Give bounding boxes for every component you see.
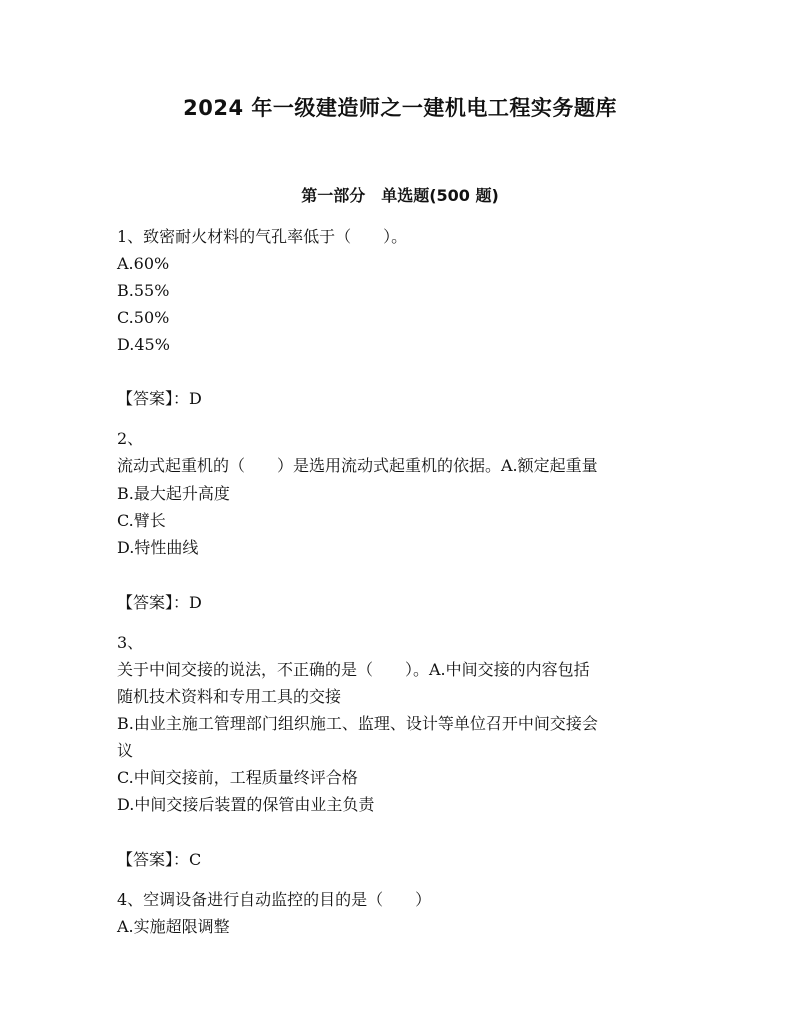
question-2-number: 2、 [117, 429, 144, 448]
question-4-option-a: A.实施超限调整 [117, 917, 230, 936]
question-3-option-c: C.中间交接前，工程质量终评合格 [117, 768, 358, 787]
question-1-answer: 【答案】：D [117, 389, 202, 408]
section-heading: 第一部分 单选题(500 题) [301, 186, 499, 205]
question-2-option-c: C.臂长 [117, 511, 166, 530]
question-1-option-a: A.60% [117, 254, 170, 273]
question-1-option-d: D.45% [117, 335, 170, 354]
question-3-option-d: D.中间交接后装置的保管由业主负责 [117, 795, 375, 814]
question-4-stem: 4、空调设备进行自动监控的目的是（ ） [117, 890, 432, 909]
question-3-option-b: B.由业主施工管理部门组织施工、监理、设计等单位召开中间交接会 [117, 714, 598, 733]
document-title: 2024 年一级建造师之一建机电工程实务题库 [183, 96, 617, 120]
question-3-number: 3、 [117, 633, 144, 652]
question-1-option-c: C.50% [117, 308, 170, 327]
question-2-answer: 【答案】：D [117, 593, 202, 612]
question-3-answer: 【答案】：C [117, 850, 202, 869]
question-2-option-b: B.最大起升高度 [117, 484, 230, 503]
question-3-stem: 关于中间交接的说法，不正确的是（ ）。A.中间交接的内容包括 [117, 660, 590, 679]
question-3-stem-continued: 随机技术资料和专用工具的交接 [117, 687, 342, 706]
question-2-stem: 流动式起重机的（ ）是选用流动式起重机的依据。A.额定起重量 [117, 456, 598, 475]
question-1-stem: 1、致密耐火材料的气孔率低于（ ）。 [117, 227, 408, 246]
question-1-option-b: B.55% [117, 281, 170, 300]
question-3-option-b-continued: 议 [117, 741, 134, 760]
question-2-option-d: D.特性曲线 [117, 538, 199, 557]
